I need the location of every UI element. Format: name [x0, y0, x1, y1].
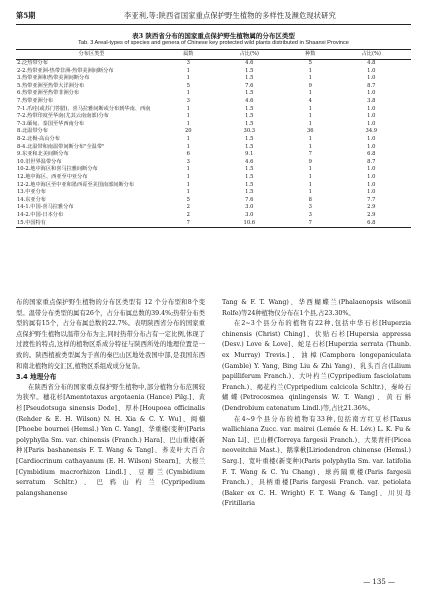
value-cell: 1	[186, 189, 190, 196]
value-cell: 6	[186, 151, 190, 158]
running-header	[16, 10, 411, 25]
value-cell: 1.5	[245, 135, 254, 142]
value-cell: 8.7	[367, 158, 376, 165]
value-cell: 4	[308, 98, 312, 105]
value-cell: 1.5	[245, 189, 254, 196]
value-cell: 1.0	[367, 75, 376, 82]
value-cell: 2	[186, 204, 190, 211]
value-cell: 3	[308, 211, 312, 218]
value-cell: 1.0	[367, 113, 376, 120]
table-row	[16, 75, 411, 83]
areal-type-cell: 8-2.北极-高山分布	[17, 135, 60, 142]
value-cell: 1	[308, 189, 312, 196]
areal-type-cell: 15.中国特有	[17, 219, 46, 226]
value-cell: 8	[308, 196, 312, 203]
right-column	[222, 298, 411, 510]
table-row	[16, 189, 411, 197]
left-column	[16, 298, 205, 499]
value-cell: 2.9	[367, 204, 376, 211]
value-cell: 20	[185, 128, 192, 135]
value-cell: 1.5	[245, 67, 254, 74]
areal-type-cell: 8-4.北温带和南温带间断分布"全温带"	[17, 143, 105, 150]
value-cell: 9	[308, 158, 312, 165]
value-cell: 1	[186, 113, 190, 120]
value-cell: 6.8	[367, 151, 376, 158]
value-cell: 1	[186, 181, 190, 188]
value-cell: 1	[308, 143, 312, 150]
table-row	[16, 128, 411, 136]
page-number: — 135 —	[363, 578, 395, 586]
value-cell: 1	[308, 113, 312, 120]
value-cell: 1.5	[245, 173, 254, 180]
table-caption-cn: 表3 陕西省分布的国家重点保护野生植物属的分布区类型	[132, 32, 295, 40]
table-row	[16, 166, 411, 174]
value-cell: 1	[186, 75, 190, 82]
value-cell: 1	[186, 90, 190, 97]
value-cell: 1.0	[367, 135, 376, 142]
areal-type-cell: 7-3.缅甸、泰国至华西南分布	[17, 120, 85, 127]
value-cell: 1	[186, 120, 190, 127]
value-cell: 1	[308, 181, 312, 188]
value-cell: 36	[306, 128, 314, 135]
value-cell: 1	[308, 166, 312, 173]
table-row	[16, 113, 411, 121]
value-cell: 3	[308, 204, 312, 211]
value-cell: 4.6	[245, 98, 254, 105]
value-cell: 1.5	[245, 166, 254, 173]
table-row	[16, 219, 411, 227]
header-areal-type: 分布区类型	[78, 50, 105, 57]
value-cell: 1	[186, 166, 190, 173]
table-caption-en: Tab. 3 Areal-types of species and genera of Chinese key protected wild plants distributed in Shaanxi Province	[78, 40, 349, 46]
value-cell: 1.5	[245, 143, 254, 150]
value-cell: 1	[308, 90, 312, 97]
value-cell: 1.0	[367, 173, 376, 180]
value-cell: 9	[308, 82, 312, 89]
value-cell: 3	[186, 158, 190, 165]
value-cell: 1.0	[367, 181, 376, 188]
header-species-percent: 占比(%)	[361, 50, 381, 57]
paragraph: Tang & F. T. Wang)、华西蝴蝶兰(Phalaenopsis wilsonii Rolfe)等24种植物仅分布在1个县,占23.30%。	[222, 299, 411, 317]
value-cell: 6.8	[367, 219, 376, 226]
value-cell: 5	[186, 82, 190, 89]
running-title: 李亚利,等:陕西省国家重点保护野生植物的多样性及濒危现状研究	[124, 11, 336, 20]
value-cell: 1.5	[245, 105, 254, 112]
areal-type-cell: 10.旧世界温带分布	[17, 158, 62, 165]
value-cell: 2.9	[367, 211, 376, 218]
value-cell: 1	[308, 120, 312, 127]
paragraph: 在陕西省分布的国家重点保护野生植物中,部分植物分布范围较为狭窄。穗花杉[Amentotaxus argotaenia (Hance) Pilg.]、黄杉[Pseudotsuga sinensis Dode]、厚朴[Houpoea officinalis (Rehder & E. H. Wilson) N. H. Xia & C. Y. Wu]、闽楠[Phoebe bournei (Hemsl.) Yen C. Yang]、华重楼(变种)[Paris polyphylla Sm. var. chinensis (Franch.) Hara]、巴山重楼(新种)[Paris bashanensis F. T. Wang & Tang]、荞麦叶大百合[Cardiocrinum cathayanum (E. H. Wilson) Stearn]、大根兰[Cymbidium macrorhizon Lindl.]、豆瓣兰(Cymbidium serratum Schltr.)、巴鸦山杓兰(Cypripedium palangshanense	[16, 383, 205, 497]
value-cell: 34.9	[365, 128, 378, 135]
areal-type-cell: 5.热带亚洲至热带大洋洲分布	[17, 82, 85, 89]
table-row	[16, 151, 411, 159]
areal-type-cell: 3.热带亚洲和热带美洲间断分布	[17, 75, 90, 82]
value-cell: 3	[186, 98, 190, 105]
value-cell: 7.7	[367, 196, 376, 203]
value-cell: 1	[186, 173, 190, 180]
value-cell: 7.6	[245, 82, 254, 89]
paragraph: 在2~3个县分布的植物有22种,包括中华石杉[Huperzia chinensis (Christ) Ching]、伏贴石杉[Hupersia appressa (Desv.) Love & Love]、蛇足石杉[Huperzia serrata (Thunb. ex Murray) Trevis.]、油樟(Camphora longepaniculata (Gamble) Y. Yang, Bing Liu & Zhi Yang)、乳头百合(Lilium papilliferum Franch.)、大叶杓兰(Cypripedium fasciolatum Franch.)、褐花杓兰(Cypripedium calcicola Schltr.)、秦岭石蝴蝶(Petrocosmea qinlingensis W. T. Wang)、黄石斛(Dendrobium catenatum Lindl.)等,占比21.36%。	[222, 320, 411, 412]
paragraph: 在4~9个县分布的植物有33种,包括南方红豆杉[Taxus wallichiana Zucc. var. mairei (Lemée & H. Lév.) L. K. Fu & Nan Li]、巴山榧(Torreya fargesii Franch.)、大果青杆(Picea neoveitchii Mast.)、鹅掌楸[Liriodendron chinense (Hemsl.) Sarg.]、宽叶重楼(新变种)(Paris polyphylla Sm. var. latifolia F. T. Wang & C. Yu Chang)、球药隔重楼(Paris fargesii Franch.)、具柄重楼[Paris fargesii Franch. var. petiolata (Baker ex C. H. Wright) F. T. Wang & Tang]、川贝母(Fritillaria	[222, 415, 411, 508]
areal-type-cell: 13.中亚分布	[17, 189, 46, 196]
areal-type-cell: 14-1.中国-喜马拉雅分布	[17, 204, 74, 211]
value-cell: 1.5	[245, 113, 254, 120]
areal-type-cell: 7.热带亚洲分布	[17, 98, 54, 105]
value-cell: 3.8	[367, 98, 376, 105]
areal-type-cell: 14-2.中国-日本分布	[17, 211, 64, 218]
value-cell: 1	[308, 135, 312, 142]
areal-type-cell: 10-2.地中海区和喜马拉雅间断分布	[17, 166, 98, 173]
areal-type-table	[16, 49, 411, 228]
value-cell: 1	[186, 67, 190, 74]
table-row	[16, 60, 411, 68]
table-header-row	[16, 50, 411, 60]
value-cell: 7	[308, 219, 312, 226]
value-cell: 1.5	[245, 181, 254, 188]
value-cell: 1.0	[367, 105, 376, 112]
value-cell: 5	[308, 60, 312, 67]
header-genus-count: 属数	[183, 50, 194, 57]
areal-type-cell: 8.北温带分布	[17, 128, 48, 135]
areal-type-cell: 14.东亚分布	[17, 196, 46, 203]
table-row	[16, 121, 411, 129]
table-row	[16, 144, 411, 152]
table-row	[16, 182, 411, 190]
value-cell: 1.0	[367, 189, 376, 196]
table-row	[16, 197, 411, 205]
value-cell: 1.0	[367, 143, 376, 150]
value-cell: 1.5	[245, 90, 254, 97]
value-cell: 4.6	[245, 60, 254, 67]
value-cell: 1.5	[245, 120, 254, 127]
value-cell: 4.6	[245, 158, 254, 165]
areal-type-cell: 2-2.热带亚洲-热带非洲-热带美洲间断分布	[17, 67, 114, 74]
value-cell: 3	[186, 60, 190, 67]
table-row	[16, 136, 411, 144]
areal-type-cell: 12.地中海区、西亚至中亚分布	[17, 173, 88, 180]
value-cell: 5	[186, 196, 190, 203]
value-cell: 1	[308, 67, 312, 74]
areal-type-cell: 7-2.热带印度至华南(尤其云南南部)分布	[17, 113, 109, 120]
table-row	[16, 98, 411, 106]
value-cell: 1	[308, 105, 312, 112]
table-row	[16, 174, 411, 182]
header-species-count: 种数	[305, 50, 316, 57]
value-cell: 1	[308, 75, 312, 82]
value-cell: 1	[186, 143, 190, 150]
value-cell: 30.3	[243, 128, 256, 135]
value-cell: 10.6	[243, 219, 256, 226]
value-cell: 1.0	[367, 90, 376, 97]
paragraph: 布的国家重点保护野生植物的分布区类型有 12 个分布型和8个变型。温带分布类型的属有26个，占分布属总数的39.4%;热带分布类型的属有15个，占分布属总数的22.7%。表明陕西省分布的国家重点保护野生植物以温带分布为主,同时热带分布占有一定比例,体现了过渡性的特点,这样的植物区系成分特征与陕西所处的地理位置是一致的。陕西植被类型属为于喜的秦巴山区地处我国中部,是我国东西和南北植物的交汇区,植物区系组成成分复杂。	[16, 299, 205, 370]
value-cell: 1	[186, 135, 190, 142]
value-cell: 7	[186, 219, 190, 226]
value-cell: 8.7	[367, 82, 376, 89]
value-cell: 9.1	[245, 151, 254, 158]
value-cell: 3.0	[245, 211, 254, 218]
issue-number: 第5期	[16, 11, 36, 20]
value-cell: 2	[186, 211, 190, 218]
value-cell: 7.6	[245, 196, 254, 203]
areal-type-cell: 9.东亚和北美间断分布	[17, 151, 69, 158]
value-cell: 1.0	[367, 67, 376, 74]
areal-type-cell: 2.泛热带分布	[17, 60, 48, 67]
areal-type-cell: 12-2.地中海区至中亚和墨西哥至美国南部间断分布	[17, 181, 135, 188]
section-heading: 3.4 地理分布	[16, 373, 57, 382]
value-cell: 3.0	[245, 204, 254, 211]
table-row	[16, 212, 411, 220]
value-cell: 4.8	[367, 60, 376, 67]
table-row	[16, 90, 411, 98]
table-row	[16, 204, 411, 212]
areal-type-cell: 6.热带亚洲至热带非洲分布	[17, 90, 80, 97]
value-cell: 1.5	[245, 75, 254, 82]
value-cell: 1	[308, 173, 312, 180]
value-cell: 1	[186, 105, 190, 112]
value-cell: 1.0	[367, 166, 376, 173]
value-cell: 1.0	[367, 120, 376, 127]
value-cell: 7	[308, 151, 312, 158]
header-genus-percent: 占比(%)	[239, 50, 259, 57]
areal-type-cell: 7-1.爪哇(或苏门答腊)、喜马拉雅间断或分布到华南、西南	[17, 105, 151, 112]
